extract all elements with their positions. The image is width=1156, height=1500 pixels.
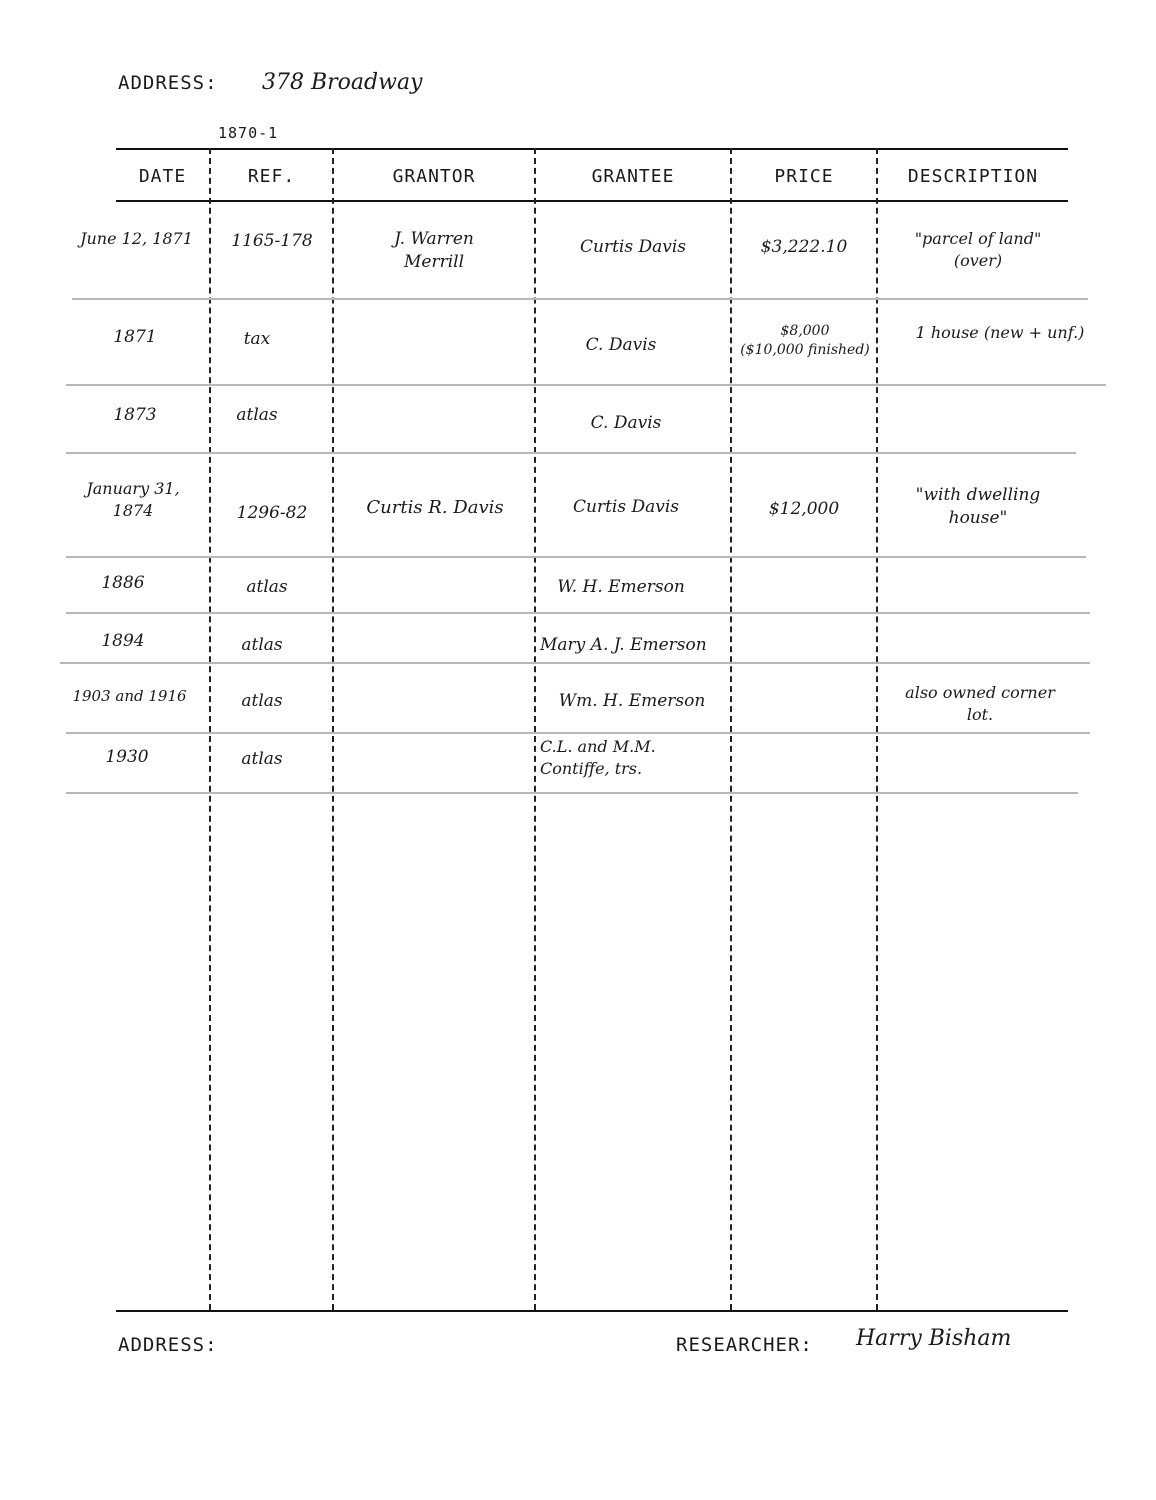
- cell-ref: atlas: [236, 405, 278, 425]
- row-divider: [60, 662, 1090, 664]
- footer-address-label: ADDRESS:: [118, 1334, 218, 1356]
- researcher-signature: Harry Bisham: [856, 1326, 1012, 1351]
- cell-date: 1871: [113, 327, 157, 347]
- column-header-date: DATE: [138, 166, 187, 187]
- column-header-price: PRICE: [774, 166, 834, 187]
- cell-description: also owned corner lot.: [905, 683, 1055, 724]
- address-label: ADDRESS:: [118, 72, 218, 94]
- table-header-rule: [116, 200, 1068, 202]
- cell-date: 1873: [113, 405, 157, 425]
- cell-grantee: Mary A. J. Emerson: [540, 635, 707, 655]
- cell-date: 1930: [105, 747, 149, 767]
- column-header-grantee: GRANTEE: [591, 166, 675, 187]
- cell-price: $8,000 ($10,000 finished): [740, 323, 870, 358]
- column-divider: [534, 148, 536, 1310]
- cell-grantor: J. Warren Merrill: [394, 229, 474, 272]
- cell-date: 1894: [101, 631, 145, 651]
- row-divider: [66, 452, 1076, 454]
- cell-ref: atlas: [241, 691, 283, 711]
- cell-date: January 31, 1874: [86, 479, 180, 520]
- ref-note: 1870-1: [218, 124, 279, 142]
- cell-ref: atlas: [241, 635, 283, 655]
- cell-grantee: Curtis Davis: [579, 237, 686, 257]
- cell-description: "parcel of land" (over): [914, 229, 1042, 270]
- table-bottom-rule: [116, 1310, 1068, 1312]
- cell-description: "with dwelling house": [915, 485, 1041, 528]
- cell-price: $3,222.10: [760, 237, 848, 257]
- cell-description: 1 house (new + unf.): [915, 323, 1085, 342]
- row-divider: [66, 792, 1078, 794]
- column-divider: [332, 148, 334, 1310]
- cell-grantee: Wm. H. Emerson: [558, 691, 706, 711]
- cell-ref: 1165-178: [231, 231, 313, 251]
- address-value: 378 Broadway: [262, 70, 423, 95]
- cell-grantee: C.L. and M.M. Contiffe, trs.: [540, 737, 656, 778]
- cell-ref: atlas: [246, 577, 288, 597]
- column-header-description: DESCRIPTION: [907, 166, 1039, 187]
- row-divider: [66, 612, 1090, 614]
- row-divider: [66, 384, 1106, 386]
- cell-grantee: W. H. Emerson: [557, 577, 685, 597]
- cell-ref: atlas: [241, 749, 283, 769]
- cell-grantor: Curtis R. Davis: [366, 497, 504, 518]
- cell-date: June 12, 1871: [80, 229, 193, 248]
- column-header-ref: REF.: [247, 166, 296, 187]
- row-divider: [72, 298, 1088, 300]
- cell-ref: 1296-82: [236, 503, 308, 523]
- cell-grantee: C. Davis: [585, 335, 657, 355]
- cell-date: 1886: [101, 573, 145, 593]
- cell-date: 1903 and 1916: [72, 687, 187, 705]
- row-divider: [66, 556, 1086, 558]
- cell-ref: tax: [243, 329, 271, 349]
- table-top-rule: [116, 148, 1068, 150]
- cell-price: $12,000: [768, 499, 840, 519]
- column-divider: [209, 148, 211, 1310]
- column-header-grantor: GRANTOR: [392, 166, 476, 187]
- cell-grantee: C. Davis: [590, 413, 662, 433]
- researcher-label: RESEARCHER:: [676, 1334, 813, 1356]
- row-divider: [66, 732, 1090, 734]
- cell-grantee: Curtis Davis: [572, 497, 679, 517]
